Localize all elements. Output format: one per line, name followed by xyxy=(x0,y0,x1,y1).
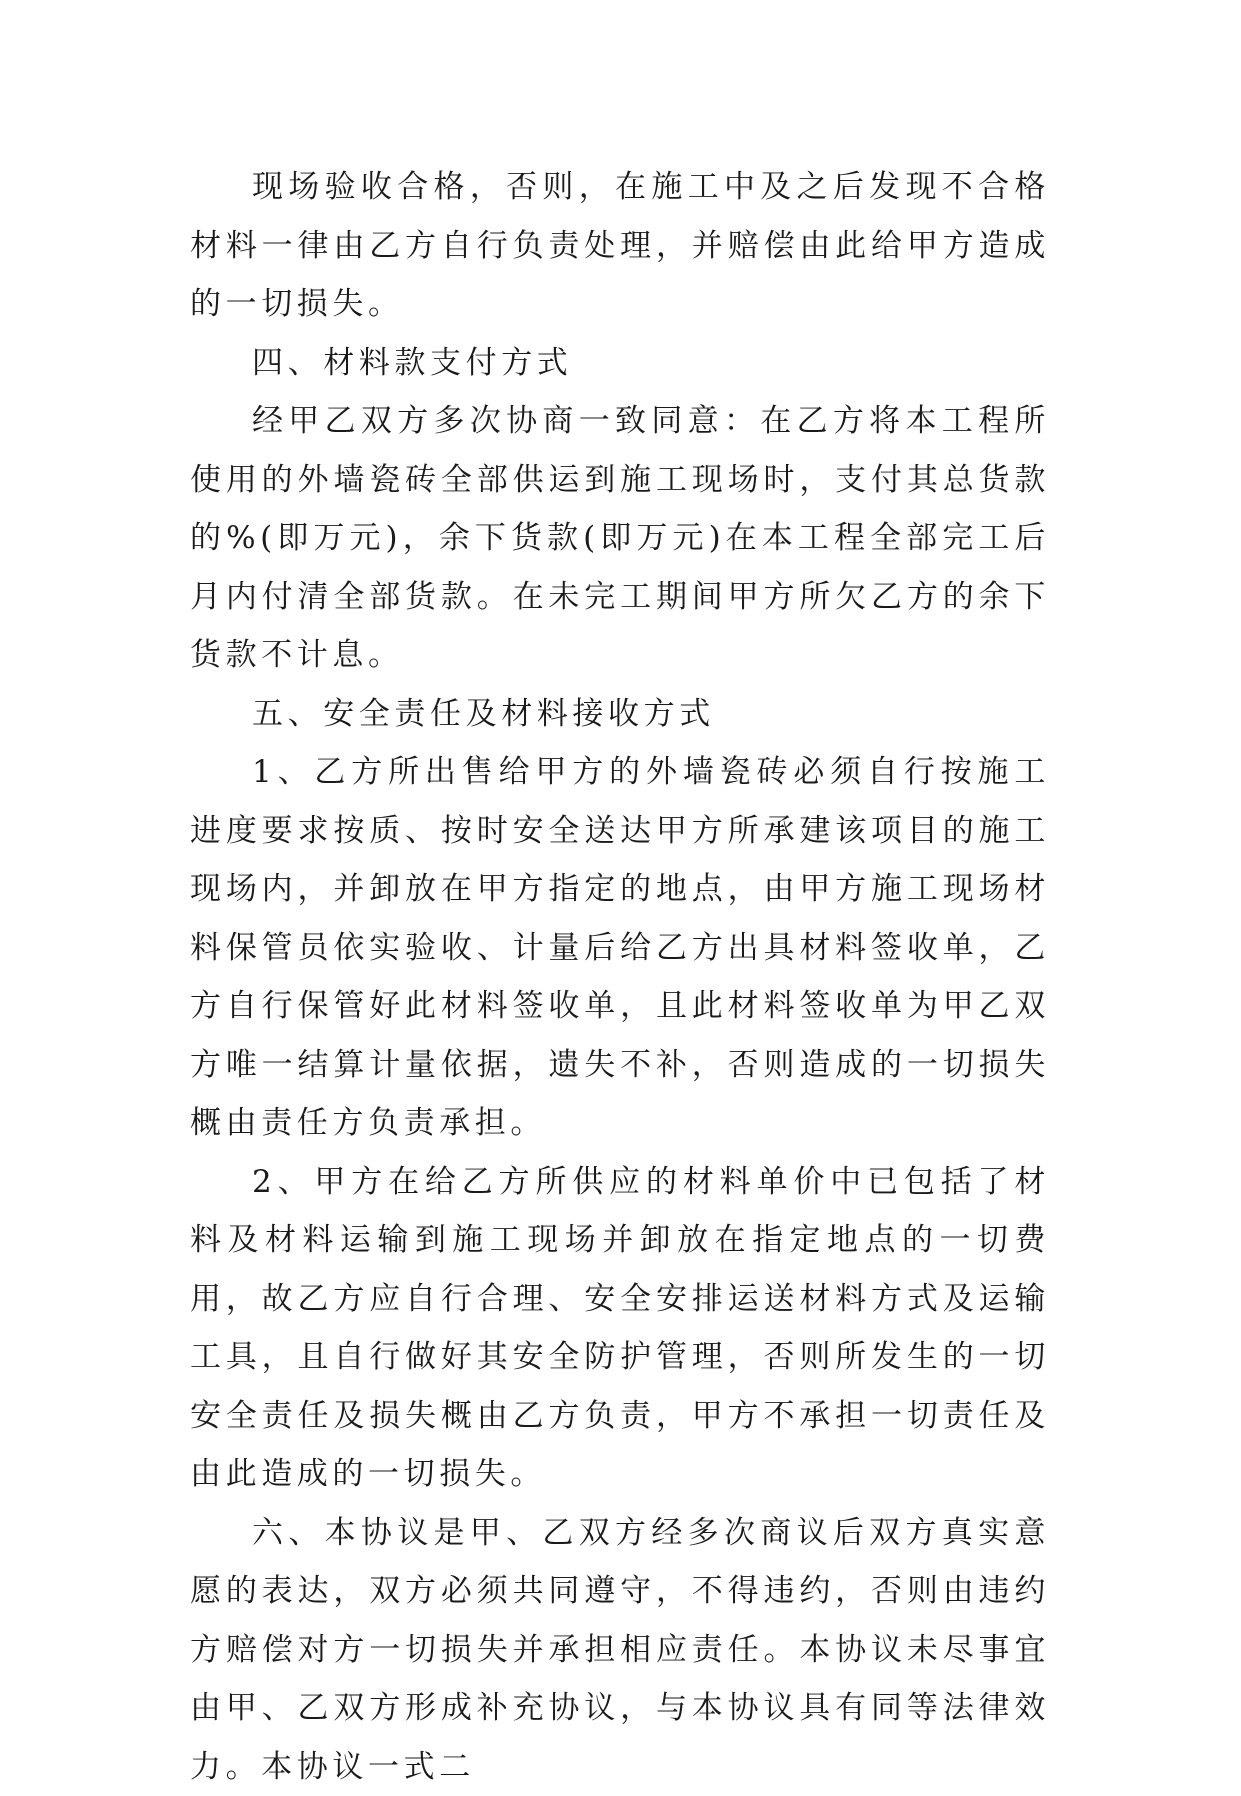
section-heading-safety: 五、安全责任及材料接收方式 xyxy=(190,685,1050,744)
paragraph-safety-clause-1: 1、乙方所出售给甲方的外墙瓷砖必须自行按施工进度要求按质、按时安全送达甲方所承建该项目的施工现场内，并卸放在甲方指定的地点，由甲方施工现场材料保管员依实验收、计量后给乙方出具材料签收单，乙方自行保管好此材料签收单，且此材料签收单为甲乙双方唯一结算计量依据，遗失不补，否则造成的一切损失概由责任方负责承担。 xyxy=(190,743,1050,1153)
document-body xyxy=(190,158,1050,1796)
paragraph-safety-clause-2: 2、甲方在给乙方所供应的材料单价中已包括了材料及材料运输到施工现场并卸放在指定地点的一切费用，故乙方应自行合理、安全安排运送材料方式及运输工具，且自行做好其安全防护管理，否则所发生的一切安全责任及损失概由乙方负责，甲方不承担一切责任及由此造成的一切损失。 xyxy=(190,1153,1050,1504)
section-heading-payment: 四、材料款支付方式 xyxy=(190,334,1050,393)
paragraph-acceptance-continued: 现场验收合格，否则，在施工中及之后发现不合格材料一律由乙方自行负责处理，并赔偿由此给甲方造成的一切损失。 xyxy=(190,158,1050,334)
paragraph-payment-terms: 经甲乙双方多次协商一致同意：在乙方将本工程所使用的外墙瓷砖全部供运到施工现场时，支付其总货款的%(即万元)，余下货款(即万元)在本工程全部完工后月内付清全部货款。在未完工期间甲方所欠乙方的余下货款不计息。 xyxy=(190,392,1050,685)
paragraph-agreement-effect: 六、本协议是甲、乙双方经多次商议后双方真实意愿的表达，双方必须共同遵守，不得违约，否则由违约方赔偿对方一切损失并承担相应责任。本协议未尽事宜由甲、乙双方形成补充协议，与本协议具有同等法律效力。本协议一式二 xyxy=(190,1504,1050,1796)
